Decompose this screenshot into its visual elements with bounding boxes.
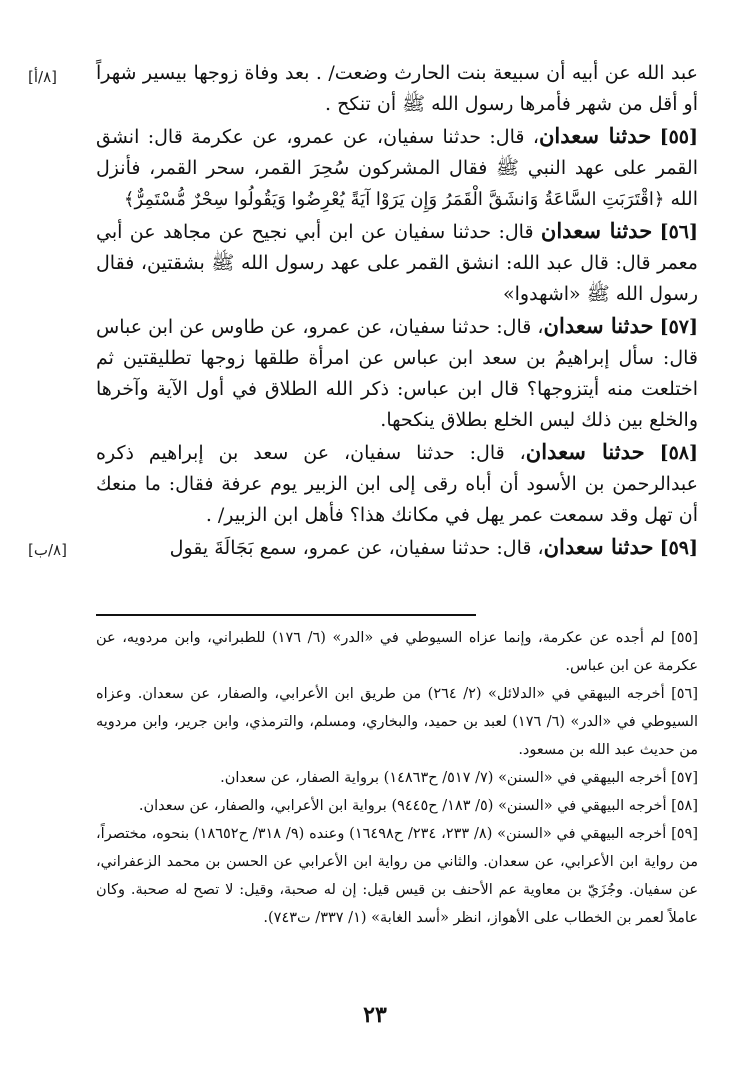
hadith-number: [٥٦]	[659, 221, 698, 243]
hadith-text: قال: حدثنا سفيان عن ابن أبي نجيح عن مجاهد عن أبي معمر قال: قال عبد الله: انشق القمر على عهد رسول الله ﷺ بشقتين، فقال رسول الله ﷺ «اشهدوا»	[96, 221, 698, 305]
hadith-59	[96, 531, 698, 564]
hadith-57	[96, 310, 698, 436]
footnote-59: [٥٩] أخرجه البيهقي في «السنن» (٨/ ٢٣٣، ٢٣٤/ ح١٦٤٩٨) وعنده (٩/ ٣١٨/ ح١٨٦٥٢) بنحوه، مختصراً، من رواية ابن الأعرابي، عن سعدان. والثاني من رواية ابن الأعرابي عن الحسن بن محمد الزعفراني، عن سفيان. وجُزَيّ بن معاوية عم الأحنف بن قيس قيل: إن له صحبة، وقيل: لا تصح له صحبة. وكان عاملاً لعمر بن الخطاب على الأهواز، انظر «أسد الغابة» (١/ ٣٣٧/ ت٧٤٣).	[96, 826, 699, 926]
main-text	[96, 58, 698, 564]
isnad-heading: حدثنا سعدان	[543, 313, 654, 338]
isnad-heading: حدثنا سعدان	[525, 439, 645, 464]
footnote-57: [٥٧] أخرجه البيهقي في «السنن» (٧/ ٥١٧/ ح١٤٨٦٣) برواية الصفار، عن سعدان.	[220, 770, 698, 786]
quran-quote: ﴿اقْتَرَبَتِ السَّاعَةُ وَانشَقَّ الْقَمَرُ وَإِن يَرَوْا آيَةً يُعْرِضُوا وَيَقُولُوا سِحْرٌ مُّسْتَمِرٌّ﴾	[123, 189, 665, 210]
paragraph-intro: عبد الله عن أبيه أن سبيعة بنت الحارث وضعت/ . بعد وفاة زوجها بيسير شهراً أو أقل من شهر فأمرها رسول الله ﷺ أن تنكح .	[96, 62, 698, 115]
hadith-58	[96, 436, 698, 531]
hadith-55	[96, 120, 698, 215]
footnote-56: [٥٦] أخرجه البيهقي في «الدلائل» (٢/ ٢٦٤) من طريق ابن الأعرابي، والصفار، عن سعدان. وعزاه السيوطي في «الدر» (٦/ ١٧٦) لعبد بن حميد، والبخاري، ومسلم، والترمذي، وابن جرير، وابن مردويه من حديث عبد الله بن مسعود.	[96, 686, 699, 758]
hadith-text: ، قال: حدثنا سفيان، عن عمرو، عن عكرمة قال: انشق القمر على عهد النبي ﷺ فقال المشركون سُحِرَ القمر، سحر القمر، فأنزل الله	[96, 126, 698, 210]
hadith-number: [٥٧]	[659, 316, 699, 338]
margin-folio-note-b: [٨/ب]	[28, 541, 67, 559]
isnad-heading: حدثنا سعدان	[540, 218, 653, 243]
hadith-text: ، قال: حدثنا سفيان، عن عمرو، عن طاوس عن ابن عباس قال: سأل إبراهيمُ بن سعد ابن عباس عن امرأة طلقها زوجها تطليقتين ثم اختلعت منه أيتزوجها؟ قال ابن عباس: ذكر الله الطلاق في أول الآية وآخرها والخلع بين ذلك ليس الخلع بطلاق ينكحها.	[96, 316, 698, 431]
footnote-55: [٥٥] لم أجده عن عكرمة، وإنما عزاه السيوطي في «الدر» (٦/ ١٧٦) للطبراني، وابن مردويه، عن عكرمة عن ابن عباس.	[96, 630, 698, 674]
hadith-56	[96, 215, 698, 310]
hadith-number: [٥٥]	[659, 126, 698, 148]
hadith-text: ، قال: حدثنا سفيان، عن عمرو، سمع بَجَالَةَ يقول	[169, 537, 544, 559]
isnad-heading: حدثنا سعدان	[543, 534, 654, 559]
page-number: ٢٣	[363, 1002, 387, 1028]
footnote-divider	[96, 614, 476, 616]
hadith-text: ، قال: حدثنا سفيان، عن سعد بن إبراهيم ذكره عبدالرحمن بن الأسود أن أباه رقى إلى ابن الزبير يوم عرفة فقال: ما منعك أن تهل وقد سمعت عمر يهل في مكانك هذا؟ فأهل ابن الزبير/ .	[96, 442, 698, 526]
isnad-heading: حدثنا سعدان	[538, 123, 652, 148]
hadith-number: [٥٩]	[659, 537, 698, 559]
footnotes	[96, 624, 698, 932]
hadith-number: [٥٨]	[659, 442, 699, 464]
footnote-58: [٥٨] أخرجه البيهقي في «السنن» (٥/ ١٨٣/ ح٩٤٤٥) برواية ابن الأعرابي، والصفار، عن سعدان.	[138, 798, 698, 814]
margin-folio-note-a: [٨/أ]	[28, 68, 58, 86]
